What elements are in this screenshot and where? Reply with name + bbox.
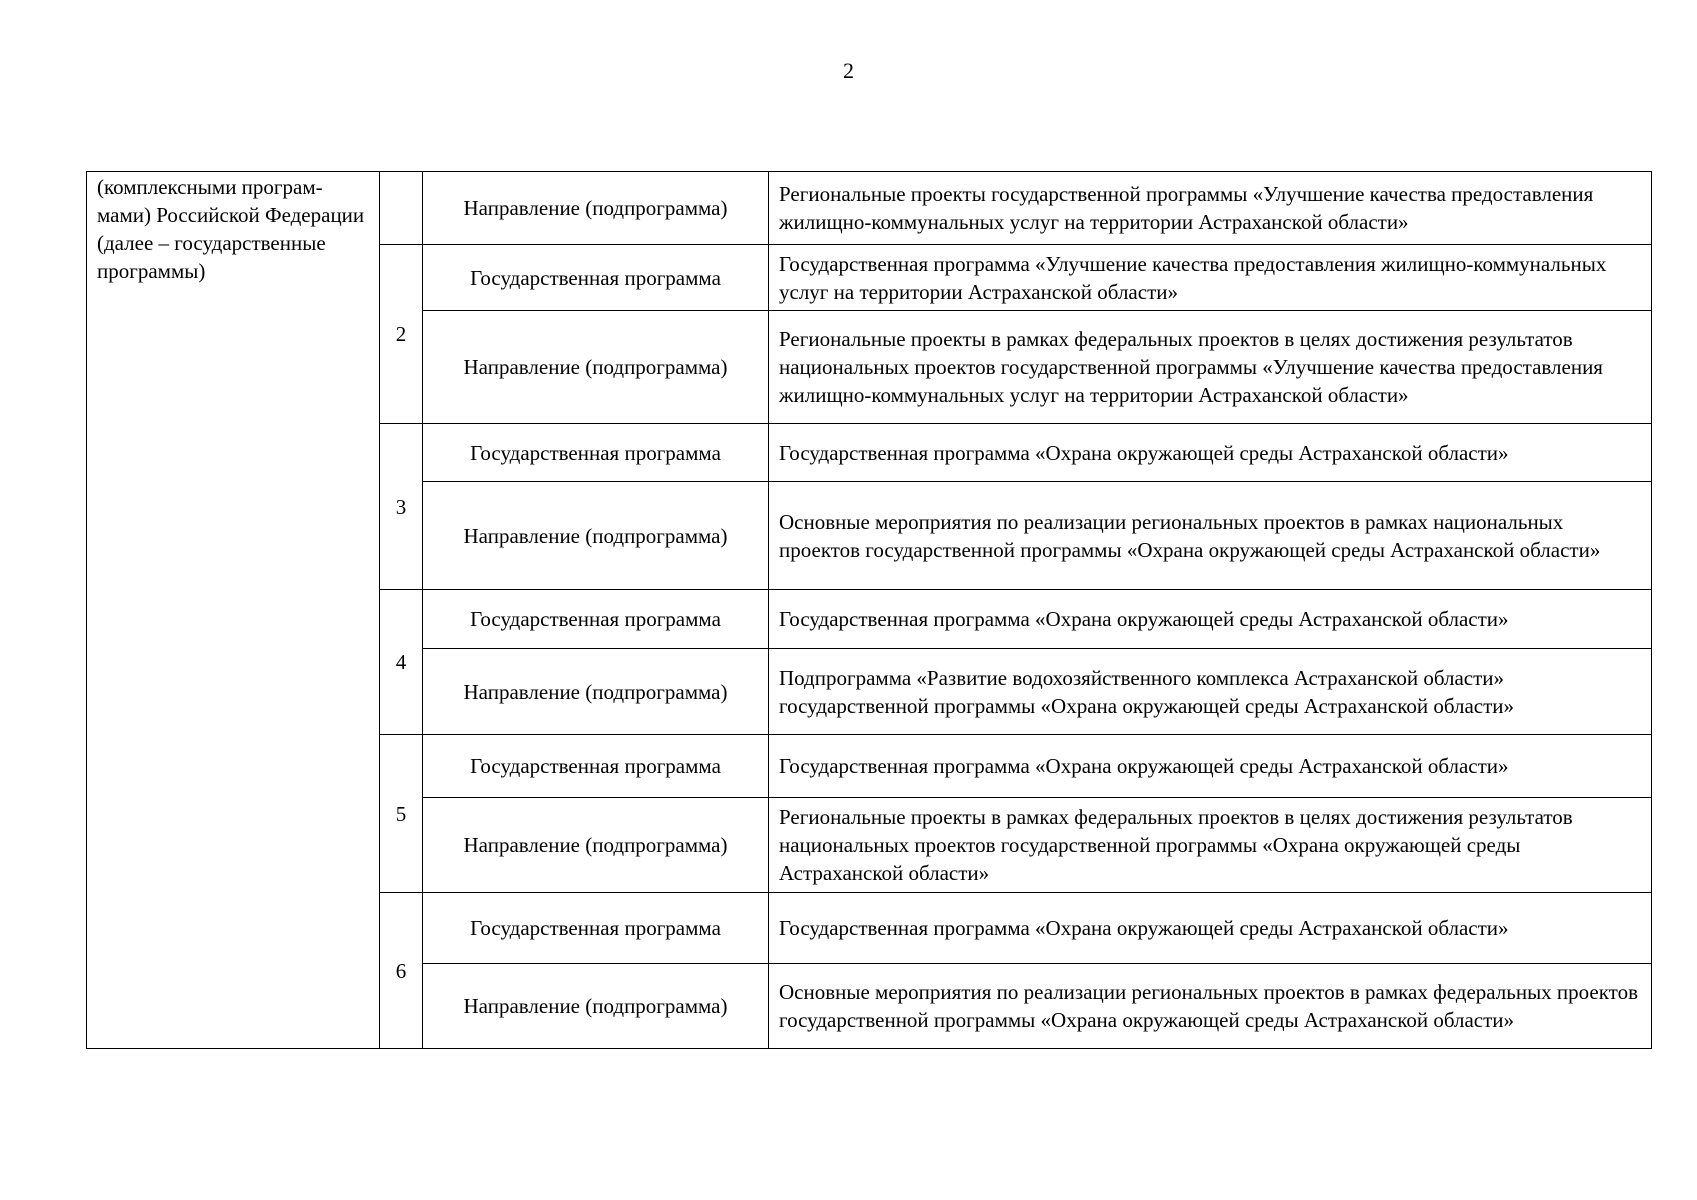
table-row [87, 172, 1652, 245]
program-description-cell: Основные мероприятия по реализации региональных проектов в рамках федеральных проектов государственной программы «Охрана окружающей среды Астраханской области» [769, 964, 1652, 1049]
program-description-cell: Государственная программа «Улучшение качества предоставления жилищно-коммунальных услуг на территории Астраханской области» [769, 245, 1652, 311]
program-description-cell: Государственная программа «Охрана окружающей среды Астраханской области» [769, 735, 1652, 798]
program-description-cell: Государственная программа «Охрана окружающей среды Астраханской области» [769, 893, 1652, 964]
row-number-cell [380, 172, 423, 245]
program-type-cell: Направление (подпрограмма) [423, 311, 769, 424]
row-number-cell: 5 [380, 735, 423, 893]
program-type-cell: Государственная программа [423, 424, 769, 482]
row-number-cell: 3 [380, 424, 423, 590]
row-number-cell: 6 [380, 893, 423, 1049]
program-description-cell: Региональные проекты государственной программы «Улучшение качества предоставления жилищно-коммунальных услуг на территории Астраханской области» [769, 172, 1652, 245]
row-number-cell: 2 [380, 245, 423, 424]
page-number: 2 [843, 58, 854, 83]
program-type-cell: Направление (подпрограмма) [423, 172, 769, 245]
program-description-cell: Региональные проекты в рамках федеральных проектов в целях достижения результатов национальных проектов государственной программы «Охрана окружающей среды Астраханской области» [769, 798, 1652, 893]
program-description-cell: Государственная программа «Охрана окружающей среды Астраханской области» [769, 424, 1652, 482]
program-description-cell: Подпрограмма «Развитие водохозяйственного комплекса Астраханской области» государственной программы «Охрана окружающей среды Астраханской области» [769, 649, 1652, 735]
program-type-cell: Направление (подпрограмма) [423, 964, 769, 1049]
row-number-cell: 4 [380, 590, 423, 735]
program-description-cell: Основные мероприятия по реализации региональных проектов в рамках национальных проектов государственной программы «Охрана окружающей среды Астраханской области» [769, 482, 1652, 590]
program-type-cell: Государственная программа [423, 590, 769, 649]
program-type-cell: Государственная программа [423, 245, 769, 311]
programs-table [86, 171, 1652, 1049]
program-type-cell: Направление (подпрограмма) [423, 798, 769, 893]
program-description-cell: Государственная программа «Охрана окружающей среды Астраханской области» [769, 590, 1652, 649]
program-type-cell: Направление (подпрограмма) [423, 482, 769, 590]
program-type-cell: Направление (подпрограмма) [423, 649, 769, 735]
program-type-cell: Государственная программа [423, 893, 769, 964]
program-description-cell: Региональные проекты в рамках федеральных проектов в целях достижения результатов национальных проектов государственной программы «Улучшение качества предоставления жилищно-коммунальных услуг на территории Астраханской области» [769, 311, 1652, 424]
program-type-cell: Государственная программа [423, 735, 769, 798]
scope-cell: (комплексными программами) Российской Федерации (далее – государственные программы) [87, 172, 380, 1049]
